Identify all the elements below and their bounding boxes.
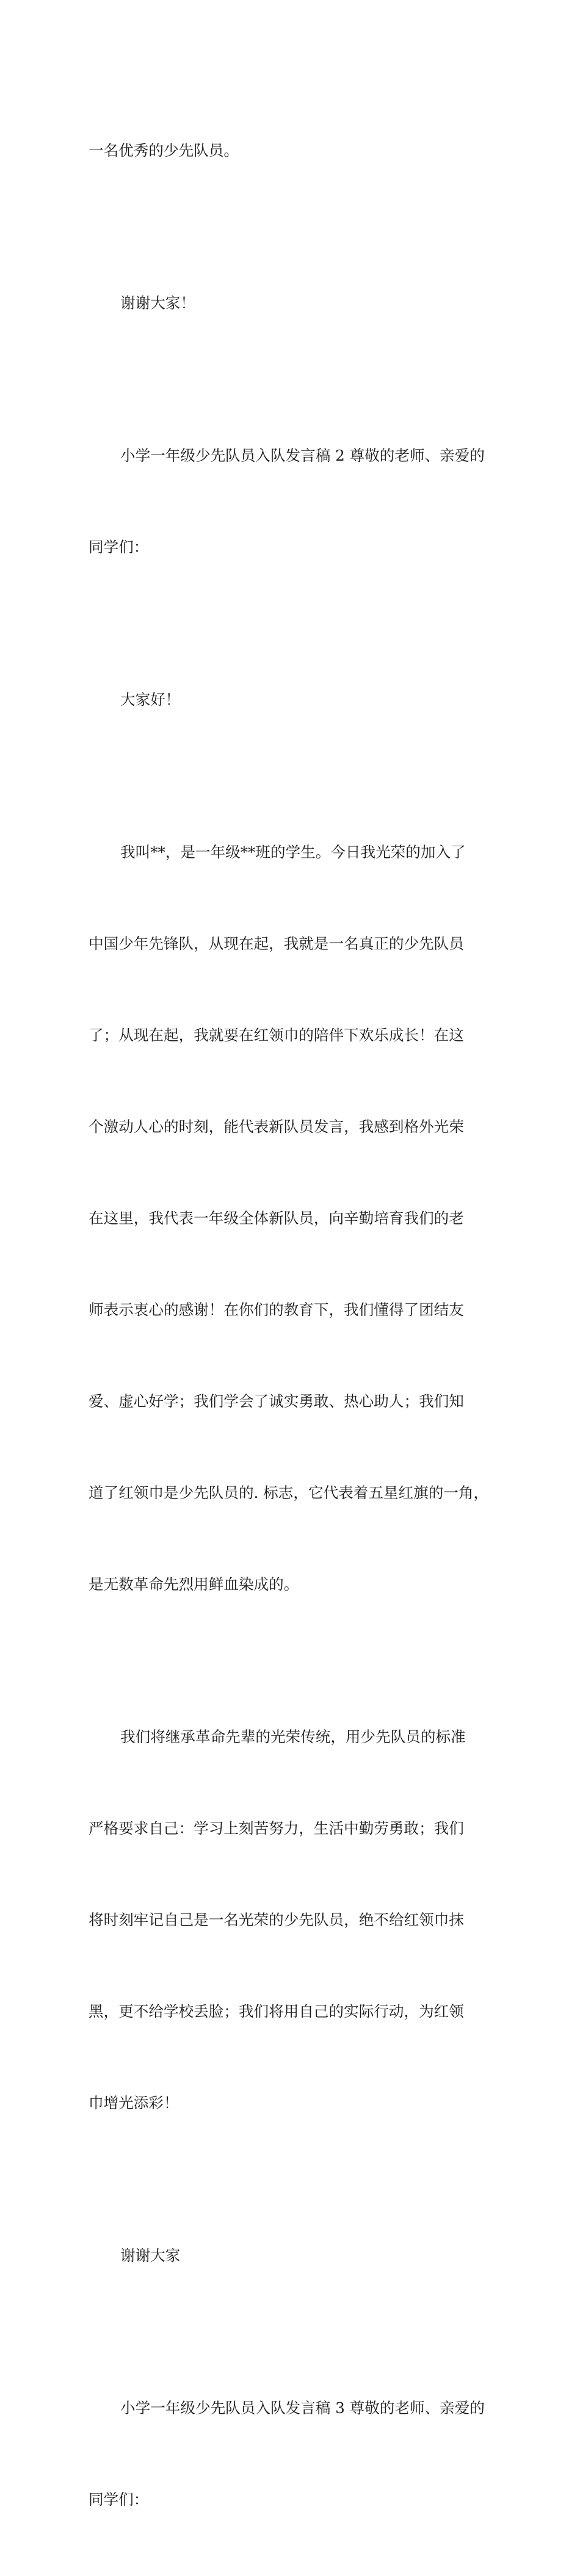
text-line: 将时刻牢记自己是一名光荣的少先队员，绝不给红领巾抹 bbox=[89, 1911, 464, 1929]
text-line: 巾增光添彩！ bbox=[89, 2094, 179, 2112]
text-line: 小学一年级少先队员入队发言稿 3 尊敬的老师、亲爱的 bbox=[120, 2399, 485, 2417]
text-line: 我叫**，是一年级**班的学生。今日我光荣的加入了 bbox=[120, 843, 466, 861]
text-line: 个激动人心的时刻，能代表新队员发言，我感到格外光荣 bbox=[89, 1118, 464, 1135]
text-line: 中国少年先锋队，从现在起，我就是一名真正的少先队员 bbox=[89, 935, 464, 952]
paragraph-speech-3-heading bbox=[89, 2332, 504, 2576]
paragraph-introduction bbox=[89, 776, 504, 1661]
text-line: 黑，更不给学校丢脸；我们将用自己的实际行动，为红领 bbox=[89, 2002, 464, 2020]
text-line: 我们将继承革命先辈的光荣传统，用少先队员的标准 bbox=[120, 1728, 466, 1746]
text-line: 道了红领巾是少先队员的. 标志，它代表着五星红旗的一角， bbox=[89, 1484, 489, 1502]
text-line: 大家好！ bbox=[120, 691, 181, 708]
text-line: 谢谢大家！ bbox=[120, 294, 195, 312]
text-line: 了；从现在起，我就要在红领巾的陪伴下欢乐成长！在这 bbox=[89, 1026, 464, 1044]
paragraph-closing-previous bbox=[89, 74, 504, 227]
text-line: 在这里，我代表一年级全体新队员，向辛勤培育我们的老 bbox=[89, 1209, 464, 1227]
text-line: 爱、虚心好学；我们学会了诚实勇敢、热心助人；我们知 bbox=[89, 1392, 464, 1410]
text-line: 谢谢大家 bbox=[120, 2247, 181, 2264]
text-line: 同学们： bbox=[89, 2491, 149, 2508]
text-line: 师表示衷心的感谢！在你们的教育下，我们懂得了团结友 bbox=[89, 1301, 464, 1319]
text-line: 一名优秀的少先队员。 bbox=[89, 142, 239, 159]
text-line: 小学一年级少先队员入队发言稿 2 尊敬的老师、亲爱的 bbox=[120, 447, 485, 464]
paragraph-thanks bbox=[89, 227, 504, 380]
text-line: 严格要求自己：学习上刻苦努力，生活中勤劳勇敢；我们 bbox=[89, 1819, 464, 1837]
paragraph-greeting bbox=[89, 624, 504, 776]
paragraph-thanks-2 bbox=[89, 2179, 504, 2332]
paragraph-pledge bbox=[89, 1661, 504, 2179]
text-line: 是无数革命先烈用鲜血染成的。 bbox=[89, 1575, 299, 1593]
text-line: 同学们： bbox=[89, 538, 149, 556]
paragraph-speech-2-heading bbox=[89, 380, 504, 624]
document-body bbox=[89, 74, 504, 2576]
